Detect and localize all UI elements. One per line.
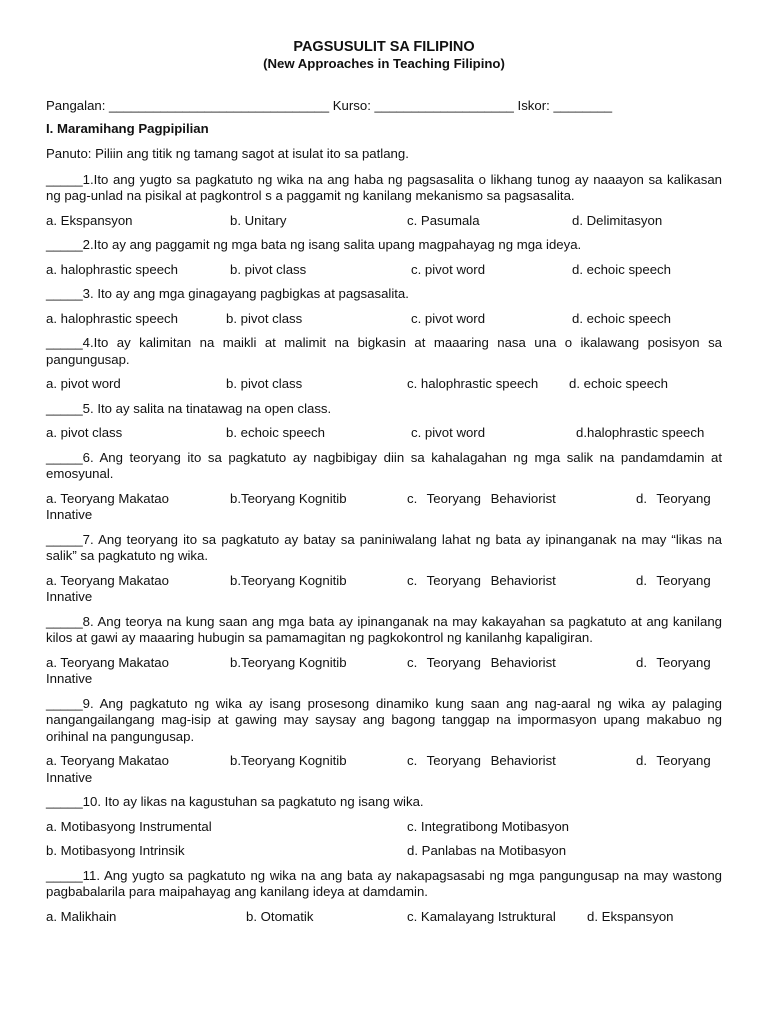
question-7: _____7. Ang teoryang ito sa pagkatuto ay batay sa paniniwalang lahat ng bata ay ipinanganak na may “likas na salik” sa pagkatuto ng wika. — [46, 531, 722, 563]
choice-4a: a. pivot word — [46, 376, 121, 391]
choices-10-row2 — [46, 843, 722, 860]
choice-1b: b. Unitary — [230, 212, 287, 228]
student-info-line: Pangalan: ______________________________ Kurso: ___________________ Iskor: ________ — [46, 98, 613, 113]
choice-2c: c. pivot word — [411, 261, 486, 277]
exam-page — [46, 38, 722, 933]
choices-11 — [46, 909, 722, 926]
choice-8d: d. Teoryang — [636, 654, 711, 670]
choice-7d: d. Teoryang — [636, 572, 711, 588]
choice-3b: b. pivot class — [226, 310, 303, 326]
choice-9d-cont: Innative — [46, 769, 93, 785]
choice-9a: a. Teoryang Makatao — [46, 753, 169, 768]
choice-7b: b.Teoryang Kognitib — [230, 572, 347, 588]
exam-title: PAGSUSULIT SA FILIPINO — [293, 39, 475, 55]
question-11: _____11. Ang yugto sa pagkatuto ng wika na ang bata ay nakapagsasabi ng mga pangungusap na may wastong pagbabalarila para maipahayag ang kanilang ideya at damdamin. — [46, 867, 722, 899]
choice-2d: d. echoic speech — [572, 261, 671, 277]
choices-9 — [46, 753, 722, 786]
choice-6a: a. Teoryang Makatao — [46, 490, 169, 506]
choice-3a: a. halophrastic speech — [46, 310, 178, 326]
choice-10a: a. Motibasyong Instrumental — [46, 818, 212, 834]
choice-11c: c. Kamalayang Istruktural — [407, 908, 556, 924]
question-8: _____8. Ang teorya na kung saan ang mga bata ay ipinanganak na may kakayahan sa pagkatuto at ang kanilang kilos at gawi ay maaaring hubugin sa pamamagitan ng pagkokontrol ng kanilanhg kapaligiran. — [46, 613, 722, 645]
choice-5b: b. echoic speech — [226, 425, 325, 440]
choice-9b: b.Teoryang Kognitib — [230, 753, 347, 768]
choices-1 — [46, 213, 722, 230]
choice-1d: d. Delimitasyon — [572, 212, 663, 228]
choice-1c: c. Pasumala — [407, 212, 480, 228]
choices-10-row1 — [46, 819, 722, 836]
choice-11b: b. Otomatik — [246, 908, 314, 924]
choice-9c: c. Teoryang Behaviorist — [407, 753, 556, 768]
choice-4c: c. halophrastic speech — [407, 376, 539, 391]
choices-6 — [46, 491, 722, 524]
instructions: Panuto: Piliin ang titik ng tamang sagot at isulat ito sa patlang. — [46, 146, 409, 161]
choice-2b: b. pivot class — [230, 261, 307, 277]
choice-10d: d. Panlabas na Motibasyon — [407, 843, 567, 858]
exam-subtitle: (New Approaches in Teaching Filipino) — [263, 56, 505, 71]
section-title: I. Maramihang Pagpipilian — [46, 120, 209, 136]
choice-8c: c. Teoryang Behaviorist — [407, 654, 556, 670]
choices-8 — [46, 655, 722, 688]
choice-7c: c. Teoryang Behaviorist — [407, 572, 556, 588]
choice-6d: d. Teoryang — [636, 490, 711, 506]
choice-6c: c. Teoryang Behaviorist — [407, 490, 556, 506]
choices-5 — [46, 425, 722, 442]
choice-3d: d. echoic speech — [572, 310, 671, 326]
choices-3 — [46, 311, 722, 328]
choice-8a: a. Teoryang Makatao — [46, 654, 169, 670]
choice-6d-cont: Innative — [46, 507, 93, 522]
question-6: _____6. Ang teoryang ito sa pagkatuto ay nagbibigay diin sa kahalagahan ng mga salik na pandamdamin at emosyunal. — [46, 449, 722, 481]
choices-7 — [46, 573, 722, 606]
choice-9d: d. Teoryang — [636, 753, 711, 768]
choice-6b: b.Teoryang Kognitib — [230, 490, 347, 506]
question-9: _____9. Ang pagkatuto ng wika ay isang prosesong dinamiko kung saan ang nag-aaral ng wika ay palaging nangangailangang mag-isip at gawing may saysay ang bagong tanggap na impormasyon upang makabuo ng orihinal na pangungusap. — [46, 695, 722, 744]
choice-4b: b. pivot class — [226, 376, 303, 391]
choice-8b: b.Teoryang Kognitib — [230, 654, 347, 670]
choice-5c: c. pivot word — [411, 425, 486, 440]
choice-7d-cont: Innative — [46, 589, 93, 604]
choices-2 — [46, 262, 722, 279]
choice-5d: d.halophrastic speech — [576, 425, 705, 440]
choice-11d: d. Ekspansyon — [587, 908, 674, 924]
choice-1a: a. Ekspansyon — [46, 212, 133, 228]
choice-10c: c. Integratibong Motibasyon — [407, 818, 570, 834]
question-10: _____10. Ito ay likas na kagustuhan sa pagkatuto ng isang wika. — [46, 794, 424, 809]
choice-2a: a. halophrastic speech — [46, 261, 178, 277]
choice-8d-cont: Innative — [46, 671, 93, 686]
question-1: _____1.Ito ang yugto sa pagkatuto ng wika na ang haba ng pagsasalita o likhang tunog ay naaayon sa kalikasan ng pag-unlad na pisikal at pagkontrol s a paggamit ng kanilang mekanismo sa pagsasalita. — [46, 171, 722, 203]
choice-11a: a. Malikhain — [46, 908, 117, 924]
question-2: _____2.Ito ay ang paggamit ng mga bata ng isang salita upang magpahayag ng mga ideya. — [46, 237, 582, 252]
choice-10b: b. Motibasyong Intrinsik — [46, 843, 185, 858]
question-3: _____3. Ito ay ang mga ginagayang pagbigkas at pagsasalita. — [46, 286, 409, 301]
choice-3c: c. pivot word — [411, 310, 486, 326]
choice-5a: a. pivot class — [46, 425, 123, 440]
question-5: _____5. Ito ay salita na tinatawag na open class. — [46, 400, 332, 416]
choice-7a: a. Teoryang Makatao — [46, 572, 169, 588]
choice-4d: d. echoic speech — [569, 376, 668, 391]
choices-4 — [46, 376, 722, 393]
question-4: _____4.Ito ay kalimitan na maikli at malimit na bigkasin at maaaring nasa una o ikalawang posisyon sa pangungusap. — [46, 335, 722, 367]
